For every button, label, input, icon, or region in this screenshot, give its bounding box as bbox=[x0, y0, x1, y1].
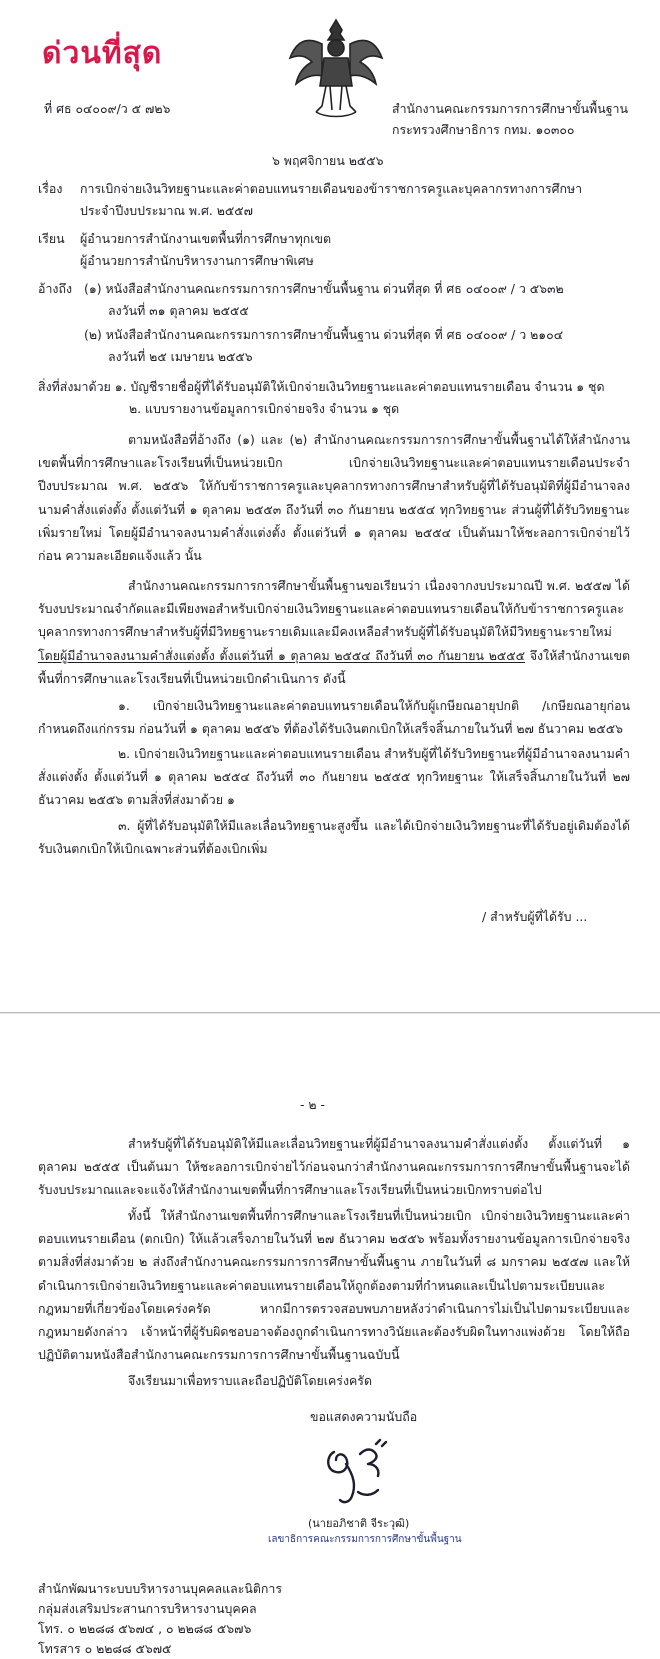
subject-line-1: การเบิกจ่ายเงินวิทยฐานะและค่าตอบแทนรายเดือนของข้าราชการครูและบุคลากรทางการศึกษา bbox=[80, 181, 583, 196]
phone-number: โทร. ๐ ๒๒๘๘ ๕๖๗๔ , ๐ ๒๒๘๘ ๕๖๗๖ bbox=[38, 1621, 252, 1636]
paragraph-text: สำหรับผู้ที่ได้รับอนุมัติให้มีและเลื่อนวิทยฐานะที่ผู้มีอำนาจลงนามคำสั่งแต่งตั้ง ตั้งแต่วันที่ ๑ ตุลาคม ๒๕๕๕ เป็นต้นมา ให้ชะลอการเบิกจ่ายไว้ก่อนจนกว่าสำนักงานคณะกรรมการการศึกษาขั้นพื้นฐานจะได้รับงบประมาณและจะแจ้งให้สำนักงานเขตพื้นที่การศึกษาและโรงเรียนที่เป็นหน่วยเบิกทราบต่อไป bbox=[38, 1136, 630, 1198]
reference-label: อ้างถึง bbox=[38, 281, 73, 296]
recipient-line-1: ผู้อำนวยการสำนักงานเขตพื้นที่การศึกษาทุกเขต bbox=[80, 231, 332, 246]
enclosure-1: สิ่งที่ส่งมาด้วย ๑. บัญชีรายชื่อผู้ที่ได้รับอนุมัติให้เบิกจ่ายเงินวิทยฐานะและค่าตอบแทนรายเดือน จำนวน ๑ ชุด bbox=[38, 379, 605, 394]
underlined-text: โดยผู้มีอำนาจลงนามคำสั่งแต่งตั้ง ตั้งแต่วันที่ ๑ ตุลาคม ๒๕๕๔ ถึงวันที่ ๓๐ กันยายน ๒๕๕๕ bbox=[38, 647, 525, 663]
subject-line-2: ประจำปีงบประมาณ พ.ศ. ๒๕๕๗ bbox=[80, 203, 253, 218]
reference-2-date: ลงวันที่ ๒๕ เมษายน ๒๕๕๖ bbox=[108, 349, 253, 364]
paragraph-instructions bbox=[38, 1204, 630, 1366]
issuer-address: กระทรวงศึกษาธิการ กทม. ๑๐๓๐๐ bbox=[392, 122, 575, 137]
closing-line: จึงเรียนมาเพื่อทราบและถือปฏิบัติโดยเคร่งครัด bbox=[128, 1373, 373, 1388]
list-item-3 bbox=[38, 814, 630, 860]
regards-line: ขอแสดงความนับถือ bbox=[310, 1409, 418, 1424]
reference-1-date: ลงวันที่ ๓๑ ตุลาคม ๒๕๕๕ bbox=[108, 303, 249, 318]
list-item-2 bbox=[38, 742, 630, 812]
fax-number: โทรสาร ๐ ๒๒๘๘ ๕๖๗๕ bbox=[38, 1641, 172, 1656]
page-number: - ๒ - bbox=[300, 1097, 325, 1112]
subject-label: เรื่อง bbox=[38, 181, 63, 196]
paragraph-deferred bbox=[38, 1132, 630, 1202]
paragraph-text: ทั้งนี้ ให้สำนักงานเขตพื้นที่การศึกษาและโรงเรียนที่เป็นหน่วยเบิก เบิกจ่ายเงินวิทยฐานะและค่าตอบแทนรายเดือน (ตกเบิก) ให้แล้วเสร็จภายในวันที่ ๒๗ ธันวาคม ๒๕๕๖ พร้อมทั้งรายงานข้อมูลการเบิกจ่ายจริง ตามสิ่งที่ส่งมาด้วย ๒ ส่งถึงสำนักงานคณะกรรมการการศึกษาขั้นพื้นฐาน ภายในวันที่ ๘ มกราคม ๒๕๕๗ และให้ดำเนินการเบิกจ่ายเงินวิทยฐานะและค่าตอบแทนรายเดือนให้ถูกต้องตามที่กำหนดและเป็นไปตามระเบียบและกฎหมายที่เกี่ยวข้องโดยเคร่งครัด หากมีการตรวจสอบพบภายหลังว่าดำเนินการไม่เป็นไปตามระเบียบและกฎหมายดังกล่าว เจ้าหน้าที่ผู้รับผิดชอบอาจต้องถูกดำเนินการทางวินัยและต้องรับผิดในทางแพ่งด้วย โดยให้ถือปฏิบัติตามหนังสือสำนักงานคณะกรรมการการศึกษาขั้นพื้นฐานฉบับนี้ bbox=[38, 1208, 630, 1363]
urgent-stamp: ด่วนที่สุด bbox=[42, 36, 163, 71]
reference-2: (๒) หนังสือสำนักงานคณะกรรมการการศึกษาขั้นพื้นฐาน ด่วนที่สุด ที่ ศธ ๐๔๐๐๙ / ว ๒๑๐๔ bbox=[84, 327, 564, 342]
list-item-1 bbox=[38, 694, 630, 740]
list-item-text: ๑. เบิกจ่ายเงินวิทยฐานะและค่าตอบแทนรายเดือนให้กับผู้เกษียณอายุปกติ /เกษียณอายุก่อนกำหนดถึงแก่กรรม ก่อนวันที่ ๑ ตุลาคม ๒๕๕๖ ที่ต้องได้รับเงินตกเบิกให้เสร็จสิ้นภายในวันที่ ๒๗ ธันวาคม ๒๕๕๖ bbox=[38, 698, 630, 737]
paragraph-text-part: จึงให้สำนักงานเขตพื้นที่การศึกษาและโรงเรียนที่เป็นหน่วยเบิกดำเนินการ ดังนี้ bbox=[38, 647, 630, 686]
office-name: สำนักพัฒนาระบบบริหารงานบุคคลและนิติการ bbox=[38, 1581, 283, 1596]
continued-marker: / สำหรับผู้ที่ได้รับ ... bbox=[482, 909, 588, 924]
paragraph-background bbox=[38, 428, 630, 567]
page-separator bbox=[0, 1012, 660, 1029]
recipient-label: เรียน bbox=[38, 231, 65, 246]
document-number: ที่ ศธ ๐๔๐๐๙/ว ๕ ๗๒๖ bbox=[44, 101, 171, 116]
paragraph-text-part: สำนักงานคณะกรรมการการศึกษาขั้นพื้นฐานขอเรียนว่า เนื่องจากงบประมาณปี พ.ศ. ๒๕๕๗ ได้รับงบประมาณจำกัดและมีเพียงพอสำหรับเบิกจ่ายเงินวิทยฐานะและค่าตอบแทนรายเดือนให้กับข้าราชการครูและบุคลากรทางการศึกษาสำหรับผู้ที่มีวิทยฐานะรายเดิมและมีคงเหลือสำหรับผู้ที่ได้รับอนุมัติให้มีวิทยฐานะรายใหม่ bbox=[38, 578, 630, 640]
document-page-2 bbox=[0, 1028, 660, 1658]
paragraph-text bbox=[38, 574, 630, 690]
office-group: กลุ่มส่งเสริมประสานการบริหารงานบุคคล bbox=[38, 1601, 257, 1616]
document-date: ๖ พฤศจิกายน ๒๕๕๖ bbox=[272, 153, 384, 168]
handwritten-signature-icon bbox=[320, 1434, 400, 1510]
signer-title: เลขาธิการคณะกรรมการการศึกษาขั้นพื้นฐาน bbox=[268, 1534, 462, 1545]
reference-1: (๑) หนังสือสำนักงานคณะกรรมการการศึกษาขั้นพื้นฐาน ด่วนที่สุด ที่ ศธ ๐๔๐๐๙ / ว ๕๖๓๒ bbox=[84, 281, 564, 296]
list-item-text: ๒. เบิกจ่ายเงินวิทยฐานะและค่าตอบแทนรายเดือน สำหรับผู้ที่ได้รับวิทยฐานะที่ผู้มีอำนาจลงนามคำสั่งแต่งตั้ง ตั้งแต่วันที่ ๑ ตุลาคม ๒๕๕๔ ถึงวันที่ ๓๐ กันยายน ๒๕๕๕ ทุกวิทยฐานะ ให้เสร็จสิ้นภายในวันที่ ๒๗ ธันวาคม ๒๕๕๖ ตามสิ่งที่ส่งมาด้วย ๑ bbox=[38, 746, 630, 808]
issuer-office: สำนักงานคณะกรรมการการศึกษาขั้นพื้นฐาน bbox=[392, 101, 628, 116]
list-item-text: ๓. ผู้ที่ได้รับอนุมัติให้มีและเลื่อนวิทยฐานะสูงขึ้น และได้เบิกจ่ายเงินวิทยฐานะที่ได้รับอยู่เดิมต้องได้รับเงินตกเบิกให้เบิกเฉพาะส่วนที่ต้องเบิกเพิ่ม bbox=[38, 818, 630, 857]
paragraph-text: ตามหนังสือที่อ้างถึง (๑) และ (๒) สำนักงานคณะกรรมการการศึกษาขั้นพื้นฐานได้ให้สำนักงานเขตพื้นที่การศึกษาและโรงเรียนที่เป็นหน่วยเบิก เบิกจ่ายเงินวิทยฐานะและค่าตอบแทนรายเดือนประจำปีงบประมาณ พ.ศ. ๒๕๕๖ ให้กับข้าราชการครูและบุคลากรทางการศึกษาสำหรับผู้ที่ได้รับอนุมัติที่ผู้มีอำนาจลงนามคำสั่งแต่งตั้ง ตั้งแต่วันที่ ๑ ตุลาคม ๒๕๕๓ ถึงวันที่ ๓๐ กันยายน ๒๕๕๔ ทุกวิทยฐานะ ส่วนผู้ที่ได้รับวิทยฐานะเพิ่มรายใหม่ โดยผู้มีอำนาจลงนามคำสั่งแต่งตั้ง ตั้งแต่วันที่ ๑ ตุลาคม ๒๕๕๔ เป็นต้นมาให้ชะลอการเบิกจ่ายไว้ก่อน ความละเอียดแจ้งแล้ว นั้น bbox=[38, 432, 630, 564]
recipient-line-2: ผู้อำนวยการสำนักบริหารงานการศึกษาพิเศษ bbox=[80, 253, 314, 268]
paragraph-request bbox=[38, 574, 630, 690]
garuda-emblem-icon bbox=[286, 14, 386, 124]
enclosure-2: ๒. แบบรายงานข้อมูลการเบิกจ่ายจริง จำนวน ๑ ชุด bbox=[129, 401, 400, 416]
signer-name: (นายอภิชาติ จีระวุฒิ) bbox=[308, 1517, 410, 1530]
